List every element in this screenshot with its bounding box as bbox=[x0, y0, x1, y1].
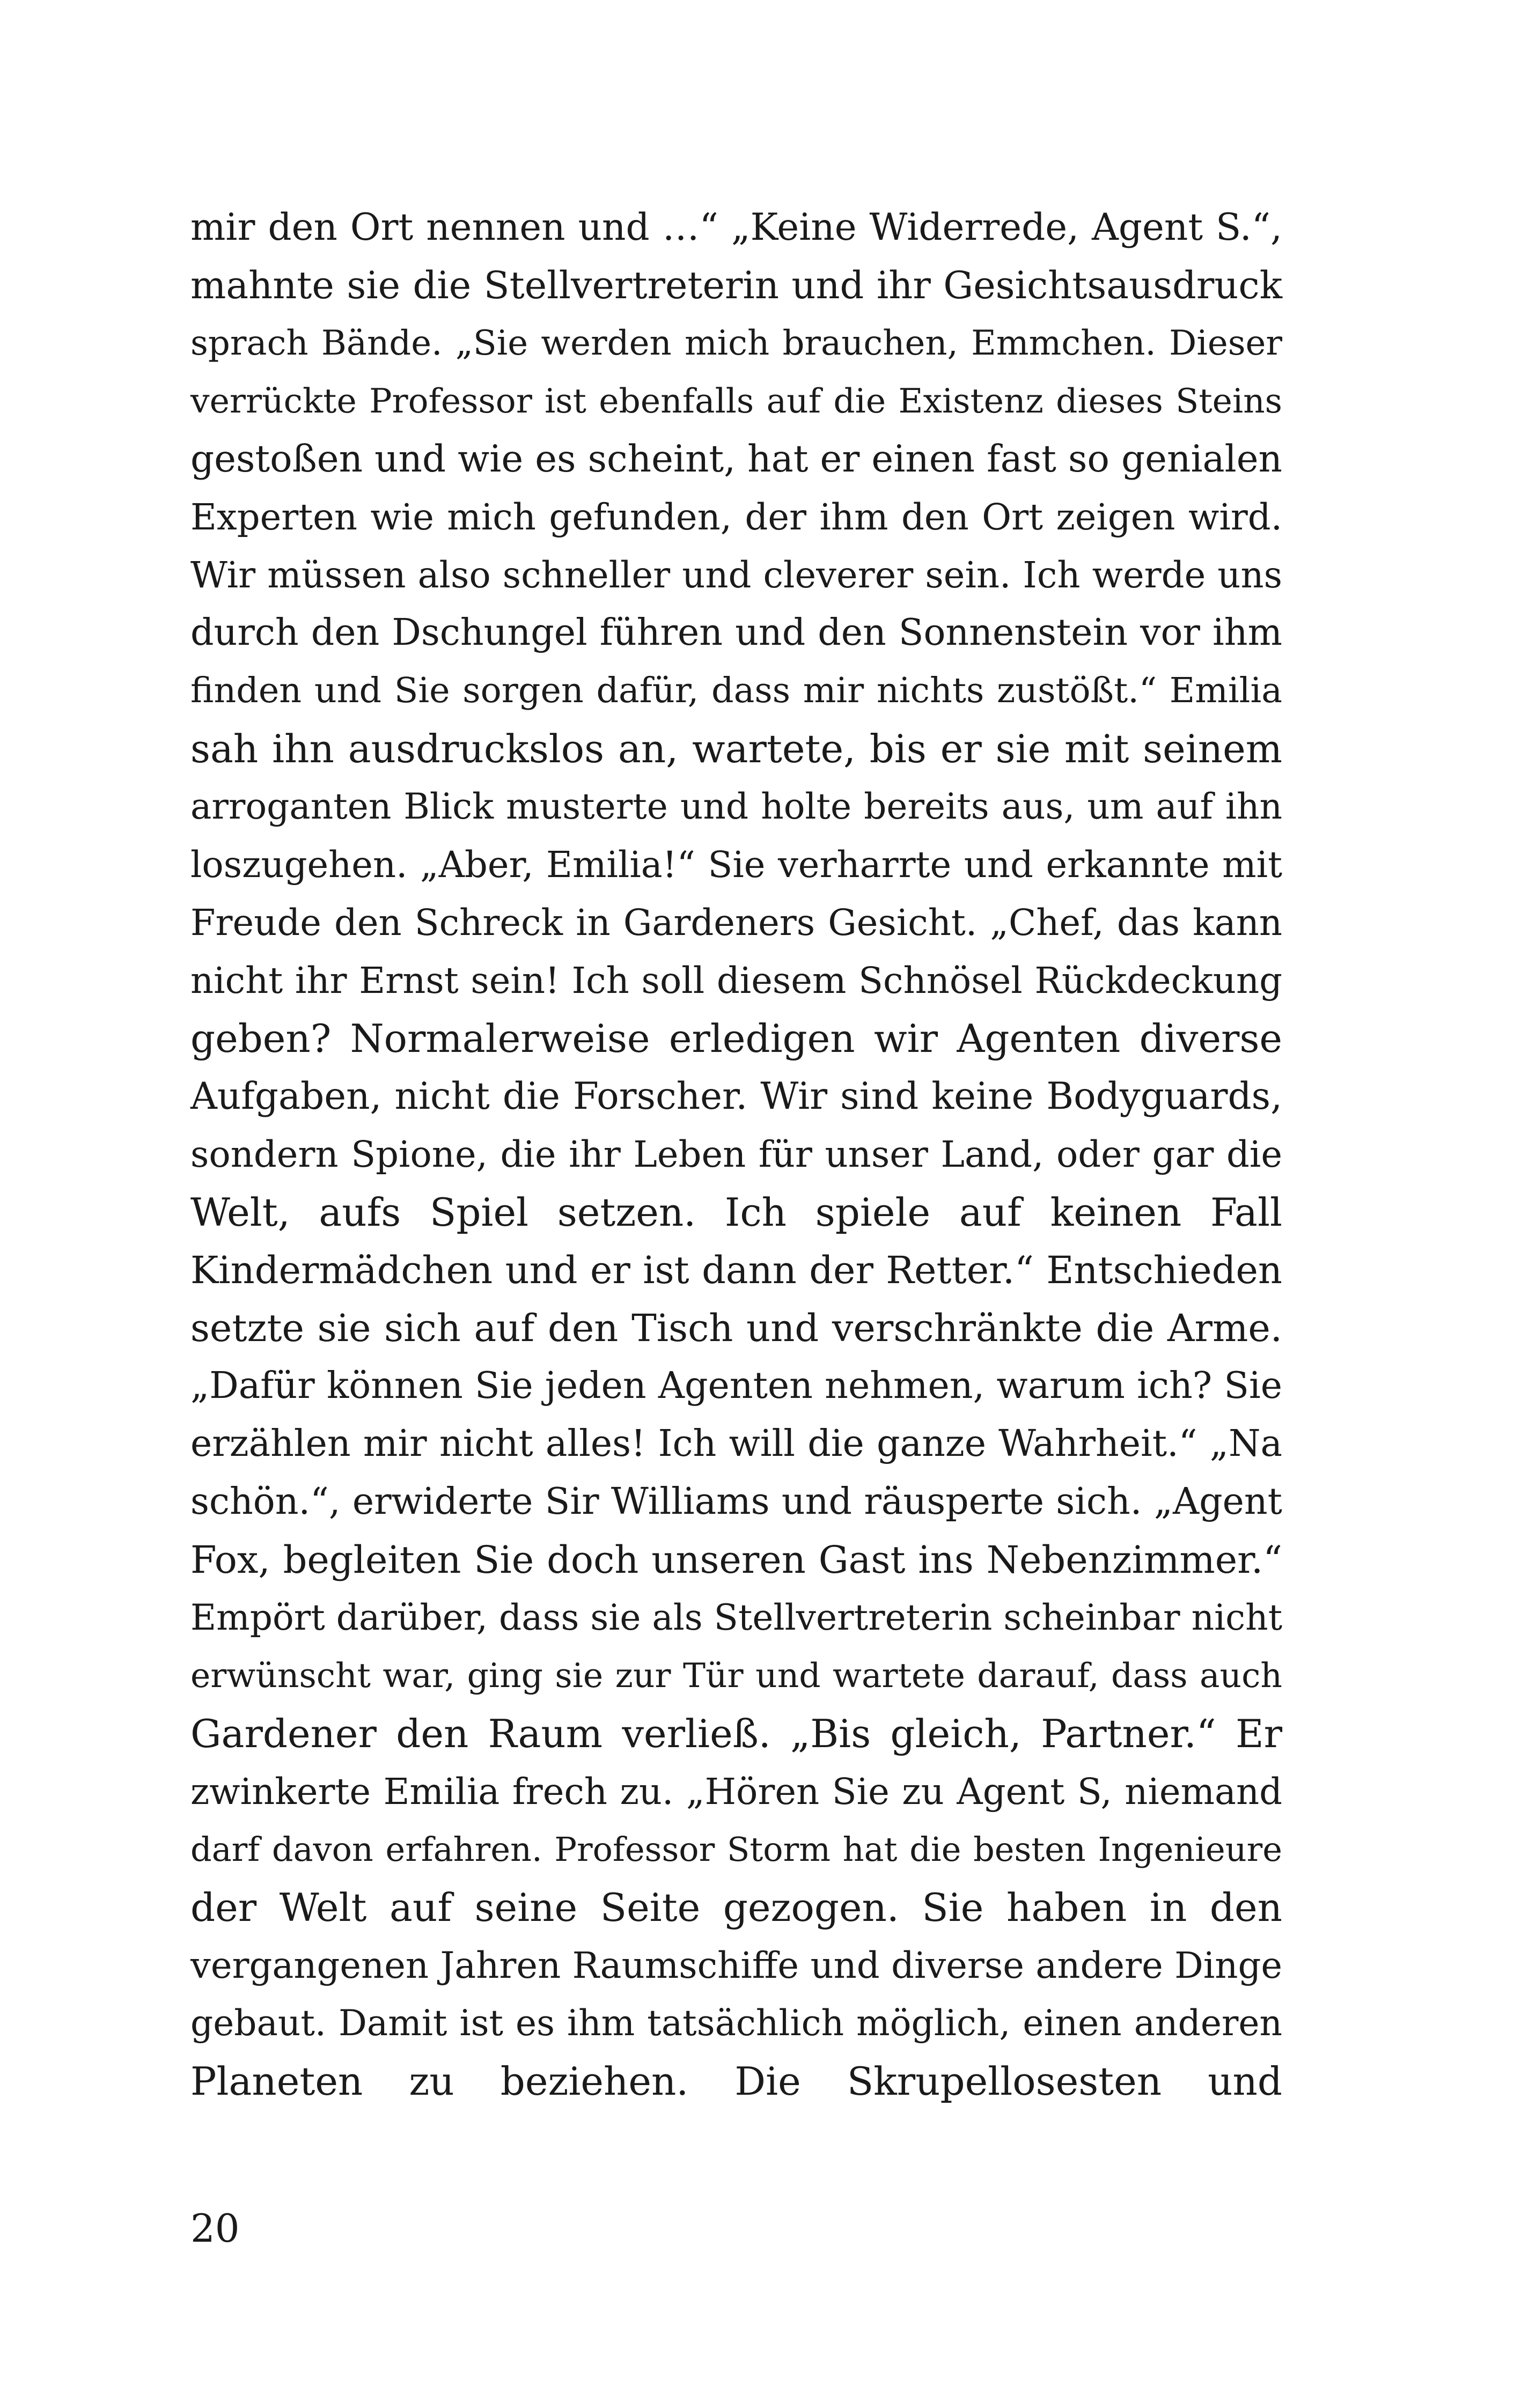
text-line: Freude den Schreck in Gardeners Gesicht. „Chef, das kann bbox=[190, 902, 1282, 944]
text-line: sprach Bände. „Sie werden mich brauchen, Emmchen. Dieser bbox=[190, 323, 1282, 363]
text-line: schön.“, erwiderte Sir Williams und räusperte sich. „Agent bbox=[190, 1481, 1282, 1523]
text-line: setzte sie sich auf den Tisch und verschränkte die Arme. bbox=[190, 1306, 1282, 1350]
page-number: 20 bbox=[190, 2206, 240, 2251]
text-line: vergangenen Jahren Raumschiffe und diverse andere Dinge bbox=[190, 1945, 1282, 1986]
text-line: zwinkerte Emilia frech zu. „Hören Sie zu Agent S, niemand bbox=[190, 1771, 1282, 1813]
text-line: der Welt auf seine Seite gezogen. Sie haben in den bbox=[190, 1885, 1282, 1930]
text-line: nicht ihr Ernst sein! Ich soll diesem Schnösel Rückdeckung bbox=[190, 960, 1282, 1002]
text-line: Gardener den Raum verließ. „Bis gleich, Partner.“ Er bbox=[190, 1711, 1282, 1756]
body-text bbox=[190, 198, 1282, 2110]
text-line: „Dafür können Sie jeden Agenten nehmen, warum ich? Sie bbox=[190, 1365, 1282, 1407]
text-line: mahnte sie die Stellvertreterin und ihr Gesichtsausdruck bbox=[190, 263, 1282, 307]
text-line: Wir müssen also schneller und cleverer sein. Ich werde uns bbox=[190, 554, 1282, 596]
text-line: darf davon erfahren. Professor Storm hat die besten Ingenieure bbox=[190, 1830, 1282, 1869]
text-line: finden und Sie sorgen dafür, dass mir nichts zustößt.“ Emilia bbox=[190, 671, 1282, 711]
text-line: loszugehen. „Aber, Emilia!“ Sie verharrte und erkannte mit bbox=[190, 844, 1282, 886]
text-line: Planeten zu beziehen. Die Skrupellosesten und bbox=[190, 2059, 1282, 2104]
text-line: Welt, aufs Spiel setzen. Ich spiele auf keinen Fall bbox=[190, 1190, 1282, 1235]
text-line: gestoßen und wie es scheint, hat er einen fast so genialen bbox=[190, 438, 1282, 481]
text-line: Experten wie mich gefunden, der ihm den Ort zeigen wird. bbox=[190, 496, 1282, 538]
text-line: geben? Normalerweise erledigen wir Agenten diverse bbox=[190, 1016, 1282, 1061]
text-line: gebaut. Damit ist es ihm tatsächlich möglich, einen anderen bbox=[190, 2002, 1282, 2044]
text-line: durch den Dschungel führen und den Sonnenstein vor ihm bbox=[190, 612, 1282, 654]
text-line: sondern Spione, die ihr Leben für unser Land, oder gar die bbox=[190, 1133, 1282, 1175]
text-line: Aufgaben, nicht die Forscher. Wir sind keine Bodyguards, bbox=[190, 1075, 1282, 1118]
text-line: mir den Ort nennen und …“ „Keine Widerrede, Agent S.“, bbox=[190, 206, 1282, 249]
text-line: arroganten Blick musterte und holte bereits aus, um auf ihn bbox=[190, 786, 1282, 827]
text-line: erzählen mir nicht alles! Ich will die ganze Wahrheit.“ „Na bbox=[190, 1423, 1282, 1465]
text-line: erwünscht war, ging sie zur Tür und wartete darauf, dass auch bbox=[190, 1656, 1282, 1695]
text-line: verrückte Professor ist ebenfalls auf die Existenz dieses Steins bbox=[190, 381, 1282, 421]
text-line: Empört darüber, dass sie als Stellvertreterin scheinbar nicht bbox=[190, 1597, 1283, 1638]
text-line: sah ihn ausdruckslos an, wartete, bis er sie mit seinem bbox=[190, 726, 1282, 771]
text-line: Kindermädchen und er ist dann der Retter.“ Entschieden bbox=[190, 1248, 1282, 1292]
text-line: Fox, begleiten Sie doch unseren Gast ins Nebenzimmer.“ bbox=[190, 1538, 1282, 1582]
